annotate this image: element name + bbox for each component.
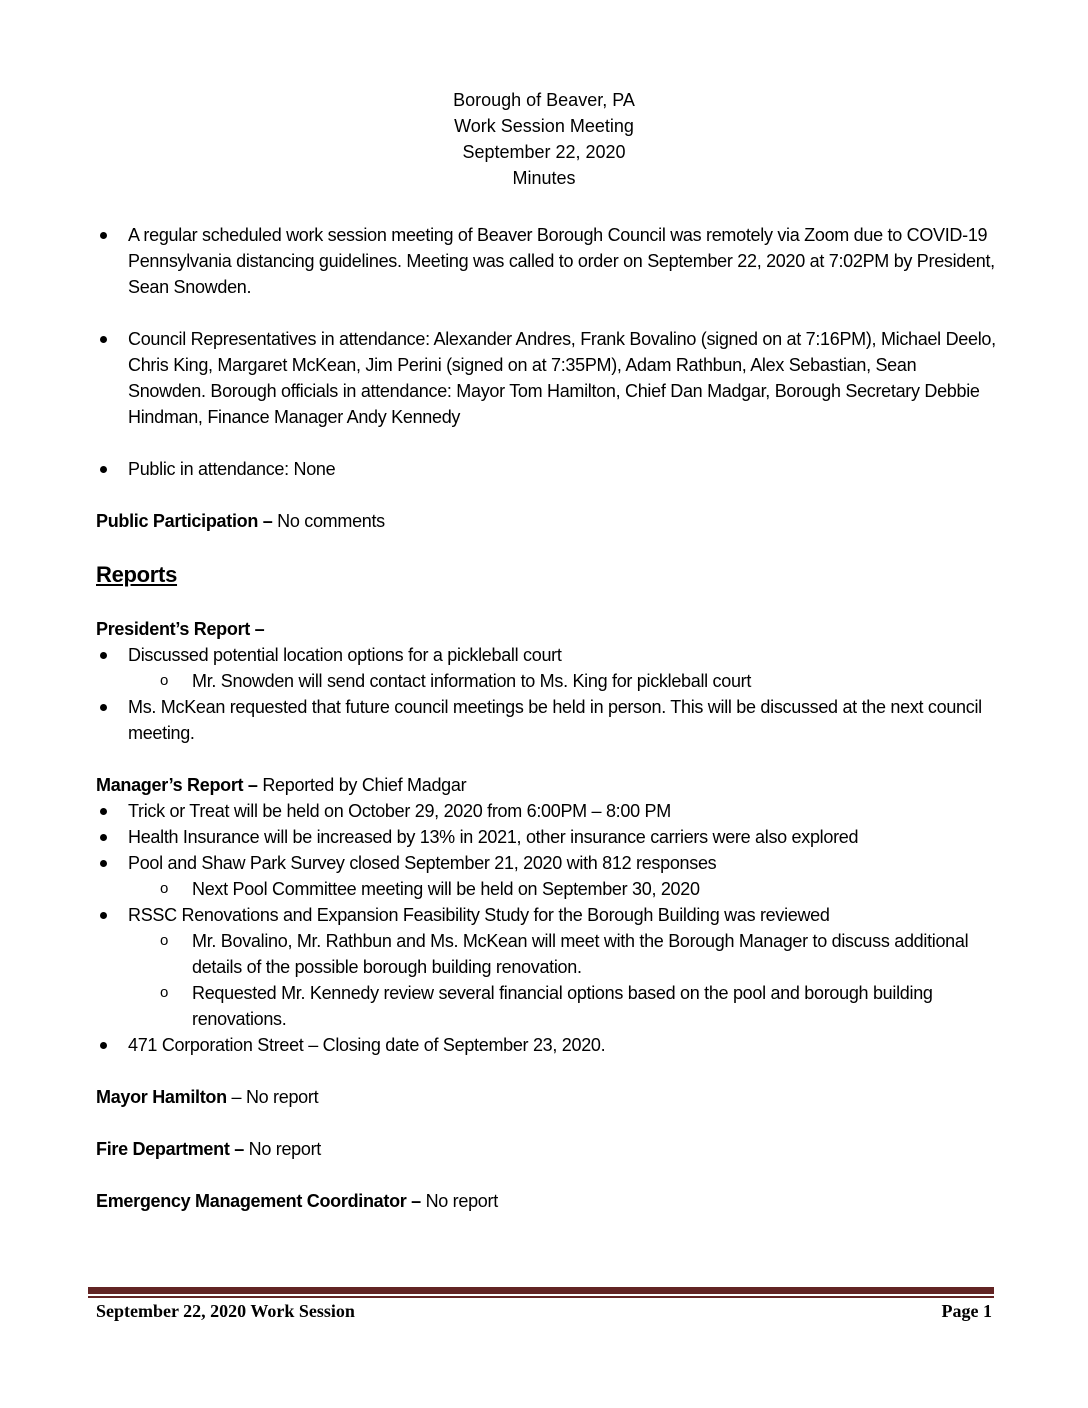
reports-heading: Reports [96, 562, 178, 587]
managers-report-item: Trick or Treat will be held on October 29, 2020 from 6:00PM – 8:00 PM [96, 798, 996, 824]
mayor-report-text: – No report [226, 1087, 319, 1107]
managers-report-reporter: Reported by Chief Madgar [257, 775, 467, 795]
header-borough: Borough of Beaver, PA [453, 90, 635, 110]
public-participation [96, 508, 996, 534]
managers-report-heading [96, 772, 996, 798]
emergency-management-label: Emergency Management Coordinator – [96, 1191, 421, 1211]
presidents-report-item: Discussed potential location options for a pickleball court [96, 642, 996, 668]
fire-department-text: No report [243, 1139, 321, 1159]
header-minutes: Minutes [512, 168, 576, 188]
presidents-report-subitem: o Mr. Snowden will send contact information to Ms. King for pickleball court [96, 668, 996, 694]
document-body [96, 222, 996, 1214]
managers-report-subitem: o Requested Mr. Kennedy review several financial options based on the pool and borough building renovations. [96, 980, 996, 1032]
emergency-management-report [96, 1188, 996, 1214]
intro-bullet-call-to-order: A regular scheduled work session meeting of Beaver Borough Council was remotely via Zoom due to COVID-19 Pennsylvania distancing guidelines. Meeting was called to order on September 22, 2020 at 7:02PM by President, Sean Snowden. [96, 222, 996, 300]
footer-title: September 22, 2020 Work Session [96, 1301, 355, 1321]
managers-report-item: Health Insurance will be increased by 13% in 2021, other insurance carriers were also explored [96, 824, 996, 850]
managers-report-label: Manager’s Report – [96, 775, 258, 795]
intro-bullet-attendance: Council Representatives in attendance: Alexander Andres, Frank Bovalino (signed on at 7:16PM), Michael Deelo, Chris King, Margaret McKean, Jim Perini (signed on at 7:35PM), Adam Rathbun, Alex Sebastian, Sean Snowden. Borough officials in attendance: Mayor Tom Hamilton, Chief Dan Madgar, Borough Secretary Debbie Hindman, Finance Manager Andy Kennedy [96, 326, 996, 430]
footer-rule-thin [88, 1296, 994, 1298]
fire-department-report [96, 1136, 996, 1162]
managers-report-item: Pool and Shaw Park Survey closed September 21, 2020 with 812 responses [96, 850, 996, 876]
document-header [0, 87, 1088, 191]
managers-report-subitem: o Next Pool Committee meeting will be held on September 30, 2020 [96, 876, 996, 902]
emergency-management-text: No report [420, 1191, 498, 1211]
presidents-report-item: Ms. McKean requested that future council meetings be held in person. This will be discussed at the next council meeting. [96, 694, 996, 746]
public-participation-label: Public Participation – [96, 511, 273, 531]
public-participation-text: No comments [272, 511, 385, 531]
presidents-report-label: President’s Report – [96, 619, 265, 639]
managers-report-subitem: o Mr. Bovalino, Mr. Rathbun and Ms. McKean will meet with the Borough Manager to discuss additional details of the possible borough building renovation. [96, 928, 996, 980]
footer-rule-thick [88, 1287, 994, 1294]
managers-report-item: 471 Corporation Street – Closing date of September 23, 2020. [96, 1032, 996, 1058]
header-date: September 22, 2020 [462, 142, 626, 162]
intro-bullet-public: Public in attendance: None [96, 456, 996, 482]
mayor-report-label: Mayor Hamilton [96, 1087, 227, 1107]
managers-report-item: RSSC Renovations and Expansion Feasibility Study for the Borough Building was reviewed [96, 902, 996, 928]
mayor-report [96, 1084, 996, 1110]
footer-page-number: Page 1 [941, 1301, 992, 1321]
header-meeting-type: Work Session Meeting [454, 116, 634, 136]
fire-department-label: Fire Department – [96, 1139, 244, 1159]
